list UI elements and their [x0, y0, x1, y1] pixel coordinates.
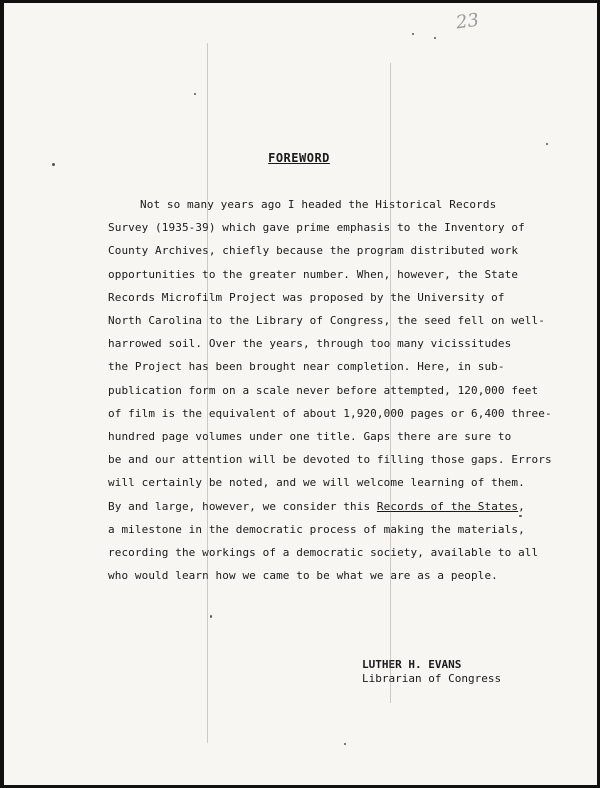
body-line: hundred page volumes under one title. Gaps there are sure to	[108, 430, 512, 444]
body-line: Records Microfilm Project was proposed by the University of	[108, 290, 505, 304]
body-line: harrowed soil. Over the years, through too many vicissitudes	[108, 337, 512, 351]
body-line: who would learn how we came to be what we are as a people.	[108, 569, 498, 583]
page-corner-mark: 23	[454, 9, 481, 34]
body-line-with-title	[108, 495, 525, 518]
body-line: Not so many years ago I headed the Historical Records	[140, 198, 497, 211]
scan-speck	[546, 143, 548, 145]
scan-speck	[519, 515, 522, 517]
body-line: the Project has been brought near completion. Here, in sub-	[108, 360, 505, 374]
body-line: recording the workings of a democratic society, available to all	[108, 546, 539, 560]
body-line: North Carolina to the Library of Congress, the seed fell on well-	[108, 314, 545, 328]
scan-streak	[390, 63, 391, 703]
body-line: will certainly be noted, and we will welcome learning of them.	[108, 476, 525, 490]
body-line: publication form on a scale never before attempted, 120,000 feet	[108, 383, 539, 397]
signatory-title: Librarian of Congress	[362, 672, 502, 685]
signature-block	[362, 658, 501, 686]
records-of-the-states-title: Records of the States	[376, 499, 519, 513]
body-line: Survey (1935-39) which gave prime emphasis to the Inventory of	[108, 221, 525, 235]
body-line: opportunities to the greater number. When, however, the State	[108, 267, 519, 281]
scan-speck	[194, 93, 196, 95]
body-line: County Archives, chiefly because the program distributed work	[108, 244, 519, 258]
signatory-name: LUTHER H. EVANS	[362, 658, 462, 671]
scan-streak	[207, 43, 208, 743]
scan-speck	[344, 743, 346, 745]
body-line: be and our attention will be devoted to filling those gaps. Errors	[108, 453, 552, 467]
body-line: a milestone in the democratic process of making the materials,	[108, 522, 525, 536]
body-line: of film is the equivalent of about 1,920,000 pages or 6,400 three-	[108, 406, 552, 420]
foreword-body	[108, 193, 552, 587]
scan-speck	[412, 33, 414, 35]
scan-speck	[210, 615, 212, 618]
body-line-tail: ,	[518, 499, 525, 513]
page-title: FOREWORD	[268, 151, 330, 165]
scan-speck	[52, 163, 55, 166]
scan-speck	[434, 37, 436, 39]
body-line-lead: By and large, however, we consider this	[108, 499, 377, 513]
